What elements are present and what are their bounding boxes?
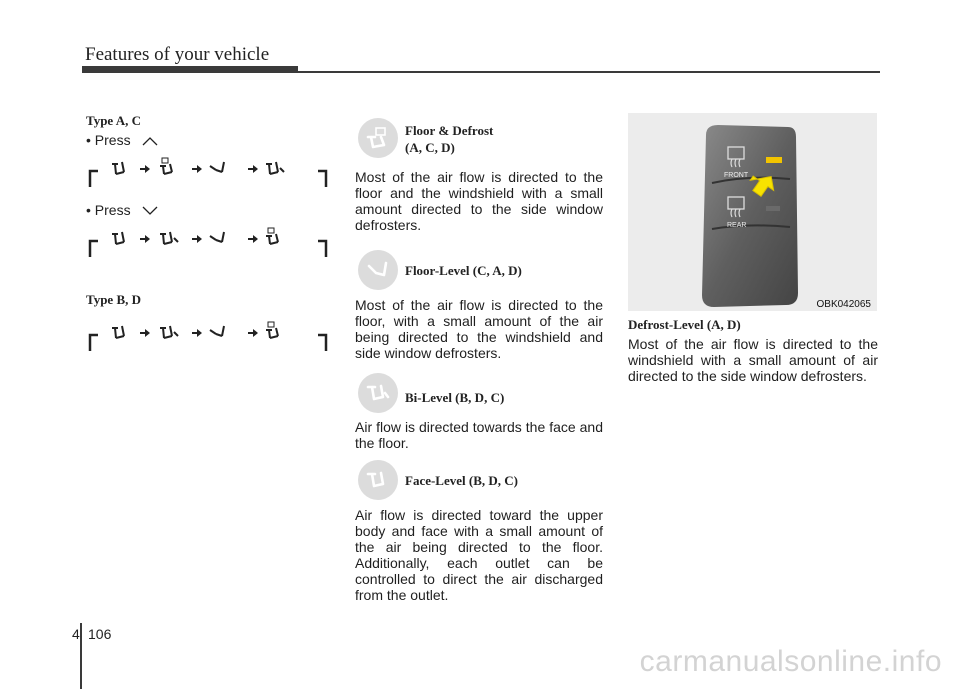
header-rule bbox=[82, 71, 880, 73]
mode-sequence-ac-up bbox=[88, 156, 328, 188]
bi-level-badge bbox=[358, 373, 398, 413]
bi-level-title: Bi-Level (B, D, C) bbox=[405, 390, 505, 405]
photo-caption: OBK042065 bbox=[816, 299, 871, 310]
photo-rear-label: REAR bbox=[727, 222, 747, 229]
floor-level-text: Most of the air flow is directed to the floor, with a small amount of the air being directed to the windshield and side window defrosters. bbox=[355, 297, 603, 361]
type-bd-heading: Type B, D bbox=[86, 292, 142, 307]
press-up-line bbox=[86, 132, 158, 148]
page-header-title: Features of your vehicle bbox=[85, 44, 270, 65]
chapter-number: 4 bbox=[72, 626, 80, 642]
floor-defrost-icon bbox=[365, 125, 391, 151]
face-level-icon bbox=[365, 467, 391, 493]
bi-level-text: Air flow is directed towards the face and the floor. bbox=[355, 419, 603, 451]
floor-defrost-title: Floor & Defrost (A, C, D) bbox=[405, 123, 494, 155]
type-ac-heading: Type A, C bbox=[86, 113, 142, 128]
press-up-label: • Press bbox=[86, 132, 131, 148]
press-down-label: • Press bbox=[86, 202, 131, 218]
face-level-badge bbox=[358, 460, 398, 500]
defrost-button-photo bbox=[628, 113, 877, 311]
bi-level-icon bbox=[365, 380, 391, 406]
footer-divider bbox=[80, 623, 82, 689]
floor-defrost-badge bbox=[358, 118, 398, 158]
floor-defrost-text: Most of the air flow is directed to the floor and the windshield with a small amount directed to the side window defrosters. bbox=[355, 169, 603, 233]
mode-sequence-ac-down bbox=[88, 226, 328, 258]
face-level-title: Face-Level (B, D, C) bbox=[405, 473, 518, 488]
page-number: 106 bbox=[88, 626, 112, 642]
floor-level-badge bbox=[358, 250, 398, 290]
face-level-text: Air flow is directed toward the upper body and face with a small amount of the air being directed to the floor. Additionally, each outlet can be controlled to direct the air discharged from the outlet. bbox=[355, 507, 603, 603]
photo-front-label: FRONT bbox=[724, 172, 749, 179]
chevron-down-icon bbox=[142, 206, 158, 216]
defrost-panel-illustration bbox=[628, 113, 877, 311]
defrost-level-title: Defrost-Level (A, D) bbox=[628, 317, 741, 332]
defrost-level-text: Most of the air flow is directed to the windshield with a small amount of air directed to the side window defrosters. bbox=[628, 336, 878, 384]
mode-sequence-bd bbox=[88, 320, 328, 352]
press-down-line bbox=[86, 202, 158, 218]
floor-level-title: Floor-Level (C, A, D) bbox=[405, 263, 522, 278]
floor-level-icon bbox=[365, 257, 391, 283]
chevron-up-icon bbox=[142, 136, 158, 146]
watermark: carmanualsonline.info bbox=[639, 645, 942, 678]
